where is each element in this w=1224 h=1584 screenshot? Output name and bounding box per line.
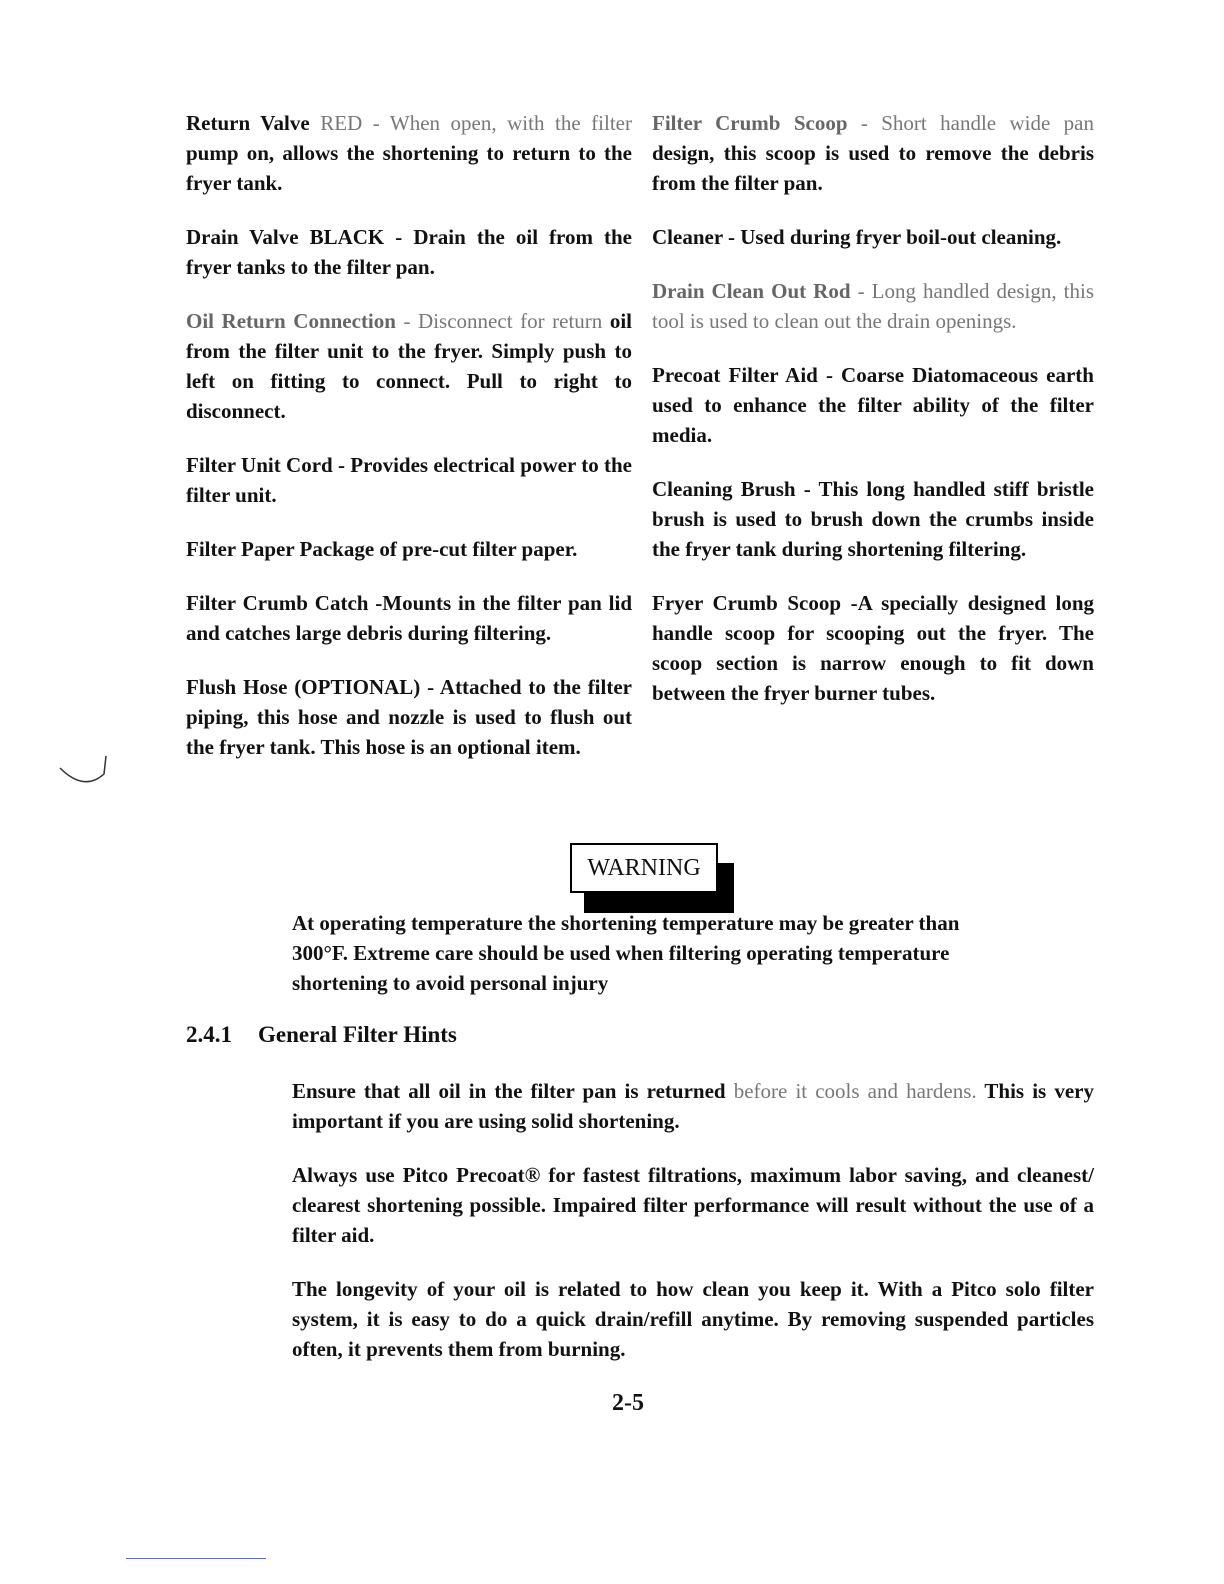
item-term: Drain Valve xyxy=(186,225,299,249)
item-desc-faint: - When open, with the filter xyxy=(362,111,632,135)
item-desc: - Provides electrical power to the filter unit. xyxy=(186,453,632,507)
item-desc: Package of pre-cut filter paper. xyxy=(294,537,578,561)
list-item xyxy=(186,306,632,426)
hint-text: The longevity of your oil is related to how clean you keep it. With a Pitco solo filter system, it is easy to do a quick drain/refill anytime. By removing suspended particles often, it prevents them from burning. xyxy=(292,1277,1094,1361)
item-desc: -Mounts in the filter pan lid and catches large debris during filtering. xyxy=(186,591,633,645)
item-desc-faint: - Short handle wide pan xyxy=(847,111,1094,135)
item-term: Filter Crumb Catch xyxy=(186,591,369,615)
list-item xyxy=(186,108,632,198)
hint-paragraph xyxy=(292,1160,1094,1250)
item-desc: - Attached to the filter piping, this hose and nozzle is used to flush out the fryer tank. This hose is an optional item. xyxy=(186,675,632,759)
hint-text: Always use Pitco Precoat® for fastest filtrations, maximum labor saving, and cleanest/ clearest shortening possible. Impaired filter performance will result without the use of a filter aid. xyxy=(292,1163,1094,1247)
hint-text-after: This is very important if you are using solid shortening. xyxy=(292,1079,1094,1133)
warning-text: At operating temperature the shortening temperature may be greater than 300°F. Extreme care should be used when filtering operating temperature shortening to avoid personal injury xyxy=(292,911,960,995)
item-desc-faint: - Long handled design, this tool is used to clean out the drain openings. xyxy=(652,279,1094,333)
item-desc: oil from the filter unit to the fryer. Simply push to left on fitting to connect. Pull to right to disconnect. xyxy=(186,309,633,423)
list-item xyxy=(186,222,632,282)
item-desc: - Coarse Diatomaceous earth used to enhance the filter ability of the filter media. xyxy=(652,363,1094,447)
list-item xyxy=(652,108,1094,198)
item-term: Filter Unit Cord xyxy=(186,453,333,477)
list-item xyxy=(652,360,1094,450)
item-color-word: BLACK xyxy=(309,225,385,249)
item-term: Cleaner xyxy=(652,225,723,249)
item-desc: - Drain the oil from the fryer tanks to the filter pan. xyxy=(186,225,633,279)
right-column xyxy=(652,108,1094,732)
hint-text: Ensure that all oil in the filter pan is returned xyxy=(292,1079,726,1103)
item-desc: pump on, allows the shortening to return to the fryer tank. xyxy=(186,141,632,195)
item-term: Oil Return Connection xyxy=(186,309,396,333)
warning-callout xyxy=(570,843,736,913)
item-desc: -A specially designed long handle scoop for scooping out the fryer. The scoop section is narrow enough to fit down between the fryer burner tubes. xyxy=(652,591,1094,705)
list-item xyxy=(652,276,1094,336)
list-item xyxy=(652,588,1094,708)
item-term: Precoat Filter Aid xyxy=(652,363,818,387)
list-item xyxy=(652,474,1094,564)
warning-label: WARNING xyxy=(570,843,718,893)
item-term: Filter Paper xyxy=(186,537,295,561)
list-item xyxy=(186,450,632,510)
item-desc: - Used during fryer boil-out cleaning. xyxy=(722,225,1062,249)
item-term: Drain Clean Out Rod xyxy=(652,279,851,303)
footnote-rule xyxy=(126,1558,266,1559)
section-title: General Filter Hints xyxy=(258,1022,457,1047)
hint-text-faint: before it cools and hardens. xyxy=(725,1079,977,1103)
section-number: 2.4.1 xyxy=(186,1022,232,1047)
hint-paragraph xyxy=(292,1274,1094,1364)
list-item xyxy=(186,534,632,564)
page-number: 2-5 xyxy=(612,1390,644,1416)
item-desc: - This long handled stiff bristle brush is used to brush down the crumbs inside the fryer tank during shortening filtering. xyxy=(652,477,1094,561)
item-desc-faint: - Disconnect for return xyxy=(395,309,603,333)
list-item xyxy=(186,672,632,762)
list-item xyxy=(186,588,632,648)
item-color-word: RED xyxy=(320,111,363,135)
item-desc: design, this scoop is used to remove the debris from the filter pan. xyxy=(652,141,1094,195)
section-heading xyxy=(186,1022,457,1048)
left-column xyxy=(186,108,632,786)
item-term: Flush Hose (OPTIONAL) xyxy=(186,675,421,699)
item-term: Cleaning Brush xyxy=(652,477,796,501)
item-term: Return Valve xyxy=(186,111,310,135)
hint-paragraph xyxy=(292,1076,1094,1136)
item-term: Fryer Crumb Scoop xyxy=(652,591,842,615)
scan-artifact-mark xyxy=(58,752,110,794)
hints-body xyxy=(292,1076,1094,1388)
list-item xyxy=(652,222,1094,252)
item-term: Filter Crumb Scoop xyxy=(652,111,848,135)
